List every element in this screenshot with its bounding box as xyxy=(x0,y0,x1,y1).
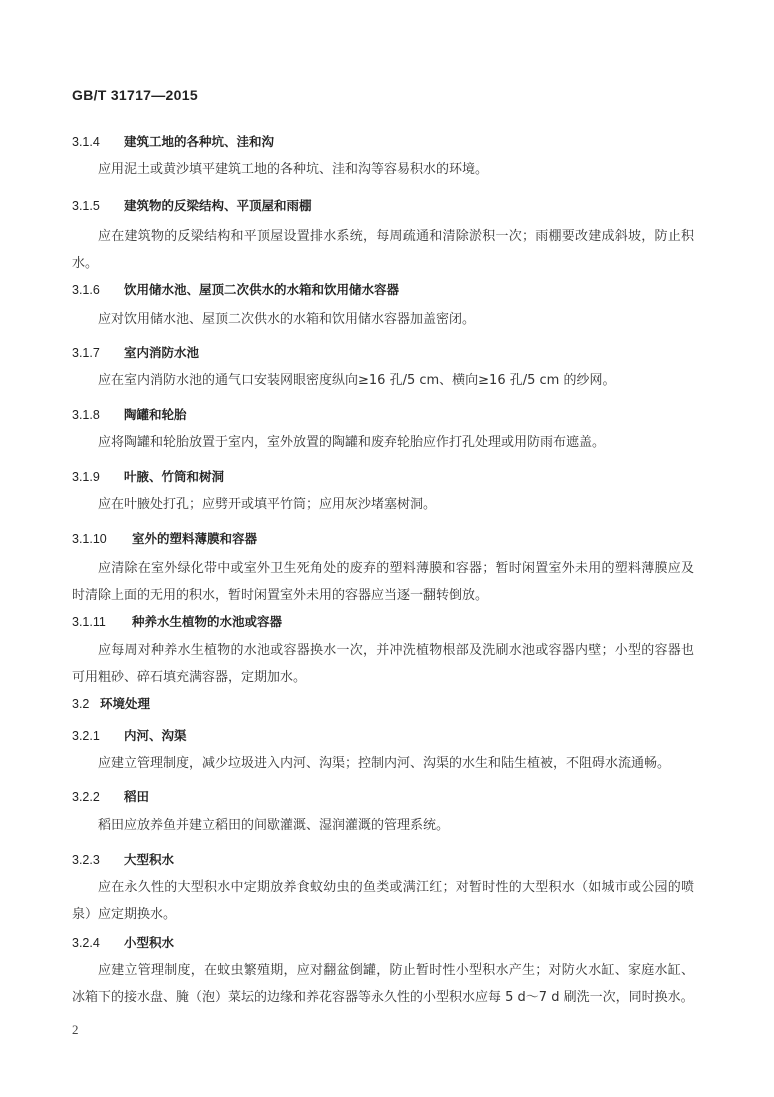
section-title: 稻田 xyxy=(124,789,150,804)
section-title: 建筑工地的各种坑、洼和沟 xyxy=(124,134,275,149)
section-number: 3.2.3 xyxy=(72,853,100,867)
section-text-3-1-5: 应在建筑物的反梁结构和平顶屋设置排水系统，每周疏通和清除淤积一次；雨棚要改建成斜坡，防止积水。 xyxy=(72,229,694,271)
section-title: 叶腋、竹筒和树洞 xyxy=(124,469,225,484)
section-title: 小型积水 xyxy=(124,935,175,950)
standard-number-header: GB/T 31717—2015 xyxy=(72,87,198,103)
section-heading-3-1-11 xyxy=(72,612,282,630)
section-text-3-2-2: 稻田应放养鱼并建立稻田的间歇灌溉、湿润灌溉的管理系统。 xyxy=(98,818,450,833)
section-heading-3-1-9 xyxy=(72,467,224,485)
section-number: 3.1.10 xyxy=(72,532,107,546)
section-title: 室内消防水池 xyxy=(124,345,200,360)
section-heading-3-2 xyxy=(72,694,150,712)
section-heading-3-1-5 xyxy=(72,196,312,214)
section-title: 大型积水 xyxy=(124,852,175,867)
section-title: 饮用储水池、屋顶二次供水的水箱和饮用储水容器 xyxy=(124,282,400,297)
section-number: 3.1.6 xyxy=(72,283,100,297)
section-text-3-2-4: 应建立管理制度，在蚊虫繁殖期，应对翻盆倒罐，防止暂时性小型积水产生；对防火水缸、家庭水缸、冰箱下的接水盘、腌（泡）菜坛的边缘和养花容器等永久性的小型积水应每 5 d～7 d 刷洗一次，同时换水。 xyxy=(72,963,694,1005)
section-heading-3-1-8 xyxy=(72,405,187,423)
section-number: 3.1.9 xyxy=(72,470,100,484)
section-number: 3.2.1 xyxy=(72,729,100,743)
section-title: 内河、沟渠 xyxy=(124,728,187,743)
section-heading-3-2-4 xyxy=(72,933,174,951)
section-number: 3.1.7 xyxy=(72,346,100,360)
section-text-3-1-6: 应对饮用储水池、屋顶二次供水的水箱和饮用储水容器加盖密闭。 xyxy=(98,312,476,327)
section-title: 室外的塑料薄膜和容器 xyxy=(132,531,258,546)
section-text-3-1-11: 应每周对种养水生植物的水池或容器换水一次，并冲洗植物根部及洗刷水池或容器内壁；小型的容器也可用粗砂、碎石填充满容器，定期加水。 xyxy=(72,643,694,685)
section-title: 建筑物的反梁结构、平顶屋和雨棚 xyxy=(124,198,312,213)
section-number: 3.2.4 xyxy=(72,936,100,950)
section-number: 3.1.8 xyxy=(72,408,100,422)
section-heading-3-2-2 xyxy=(72,787,149,805)
section-text-3-2-3: 应在永久性的大型积水中定期放养食蚊幼虫的鱼类或满江红；对暂时性的大型积水（如城市或公园的喷泉）应定期换水。 xyxy=(72,880,694,922)
section-title: 环境处理 xyxy=(100,696,151,711)
section-number: 3.1.4 xyxy=(72,135,100,149)
section-text-3-1-8: 应将陶罐和轮胎放置于室内，室外放置的陶罐和废弃轮胎应作打孔处理或用防雨布遮盖。 xyxy=(98,435,606,450)
page-number: 2 xyxy=(72,1022,79,1037)
section-title: 陶罐和轮胎 xyxy=(124,407,187,422)
section-heading-3-1-4 xyxy=(72,132,274,150)
section-text-3-1-7: 应在室内消防水池的通气口安装网眼密度纵向≥16 孔/5 cm、横向≥16 孔/5 cm 的纱网。 xyxy=(98,373,616,388)
section-heading-3-2-3 xyxy=(72,850,174,868)
section-number: 3.2.2 xyxy=(72,790,100,804)
section-number: 3.1.5 xyxy=(72,199,100,213)
section-heading-3-1-6 xyxy=(72,280,399,298)
section-title: 种养水生植物的水池或容器 xyxy=(132,614,283,629)
section-text-3-1-9: 应在叶腋处打孔；应劈开或填平竹筒；应用灰沙堵塞树洞。 xyxy=(98,497,437,512)
section-heading-3-1-10 xyxy=(72,529,257,547)
section-number: 3.1.11 xyxy=(72,615,106,629)
section-text-3-2-1: 应建立管理制度，减少垃圾进入内河、沟渠；控制内河、沟渠的水生和陆生植被，不阻碍水流通畅。 xyxy=(98,756,671,771)
section-text-3-1-4: 应用泥土或黄沙填平建筑工地的各种坑、洼和沟等容易积水的环境。 xyxy=(98,162,489,177)
section-text-3-1-10: 应清除在室外绿化带中或室外卫生死角处的废弃的塑料薄膜和容器；暂时闲置室外未用的塑料薄膜应及时清除上面的无用的积水，暂时闲置室外未用的容器应当逐一翻转倒放。 xyxy=(72,561,694,603)
section-heading-3-2-1 xyxy=(72,726,187,744)
section-number: 3.2 xyxy=(72,697,90,711)
section-heading-3-1-7 xyxy=(72,343,199,361)
